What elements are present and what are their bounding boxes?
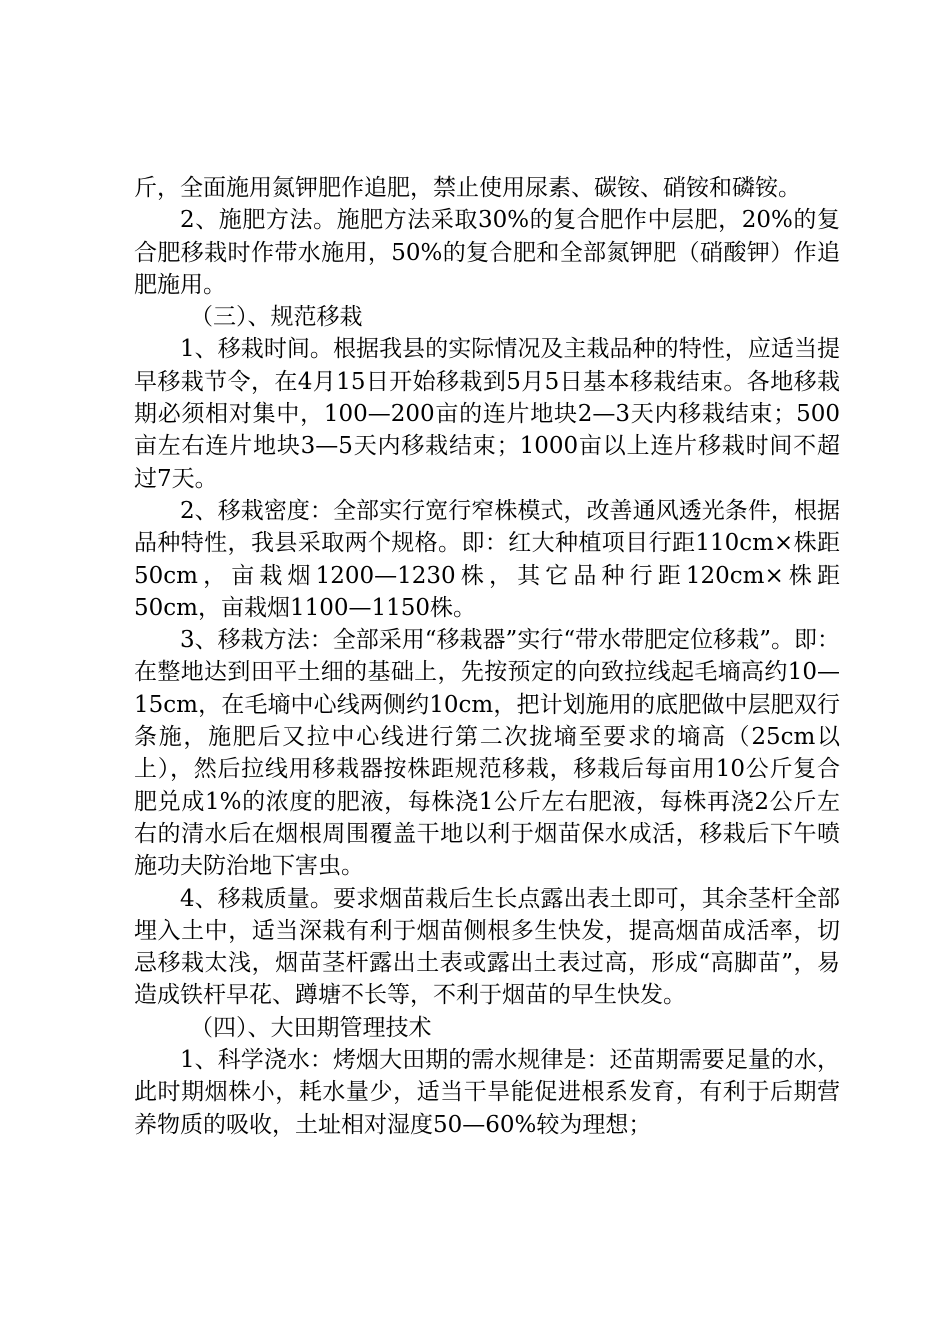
paragraph-fertilizer-continued: 斤，全面施用氮钾肥作追肥，禁止使用尿素、碳铵、硝铵和磷铵。 (134, 175, 801, 201)
section-heading-transplanting: （三）、规范移栽 (190, 304, 363, 331)
paragraph-transplant-method: 3、移栽方法：全部采用“移栽器”实行“带水带肥定位移栽”。即：在整地达到田平土细的基础上，先按预定的向致拉线起毛墒高约10—15cm，在毛墒中心线两侧约10cm，把计划施用的底肥做中层肥双行条施，施肥后又拉中心线进行第二次拢墒至要求的墒高（25cm以上），然后拉线用移栽器按株距规范移栽，移栽后每亩用10公斤复合肥兑成1%的浓度的肥液，每株浇1公斤左右肥液，每株再浇2公斤左右的清水后在烟根周围覆盖干地以利于烟苗保水成活，移栽后下午喷施功夫防治地下害虫。 (134, 627, 840, 880)
paragraph-fertilizing-method: 2、施肥方法。施肥方法采取30%的复合肥作中层肥，20%的复合肥移栽时作带水施用，50%的复合肥和全部氮钾肥（硝酸钾）作追肥施用。 (134, 207, 840, 298)
document-body (134, 172, 840, 1141)
paragraph-transplant-density: 2、移栽密度：全部实行宽行窄株模式，改善通风透光条件，根据品种特性，我县采取两个规格。即：红大种植项目行距110cm×株距50cm，亩栽烟1200—1230株，其它品种行距120cm×株距50cm，亩栽烟1100—1150株。 (134, 497, 840, 621)
paragraph-transplant-quality: 4、移栽质量。要求烟苗栽后生长点露出表土即可，其余茎杆全部埋入土中，适当深栽有利于烟苗侧根多生快发，提高烟苗成活率，切忌移栽太浅，烟苗茎杆露出土表或露出土表过高，形成“高脚苗”，易造成铁杆早花、蹲塘不长等，不利于烟苗的早生快发。 (134, 885, 840, 1009)
paragraph-irrigation: 1、科学浇水：烤烟大田期的需水规律是：还苗期需要足量的水，此时期烟株小，耗水量少，适当干旱能促进根系发育，有利于后期营养物质的吸收，土址相对湿度50—60%较为理想； (134, 1047, 840, 1138)
section-heading-field-management: （四）、大田期管理技术 (190, 1014, 432, 1041)
paragraph-transplant-time: 1、移栽时间。根据我县的实际情况及主栽品种的特性，应适当提早移栽节令，在4月15日开始移栽到5月5日基本移栽结束。各地移栽期必须相对集中，100—200亩的连片地块2—3天内移栽结束；500亩左右连片地块3—5天内移栽结束；1000亩以上连片移栽时间不超过7天。 (134, 336, 840, 492)
